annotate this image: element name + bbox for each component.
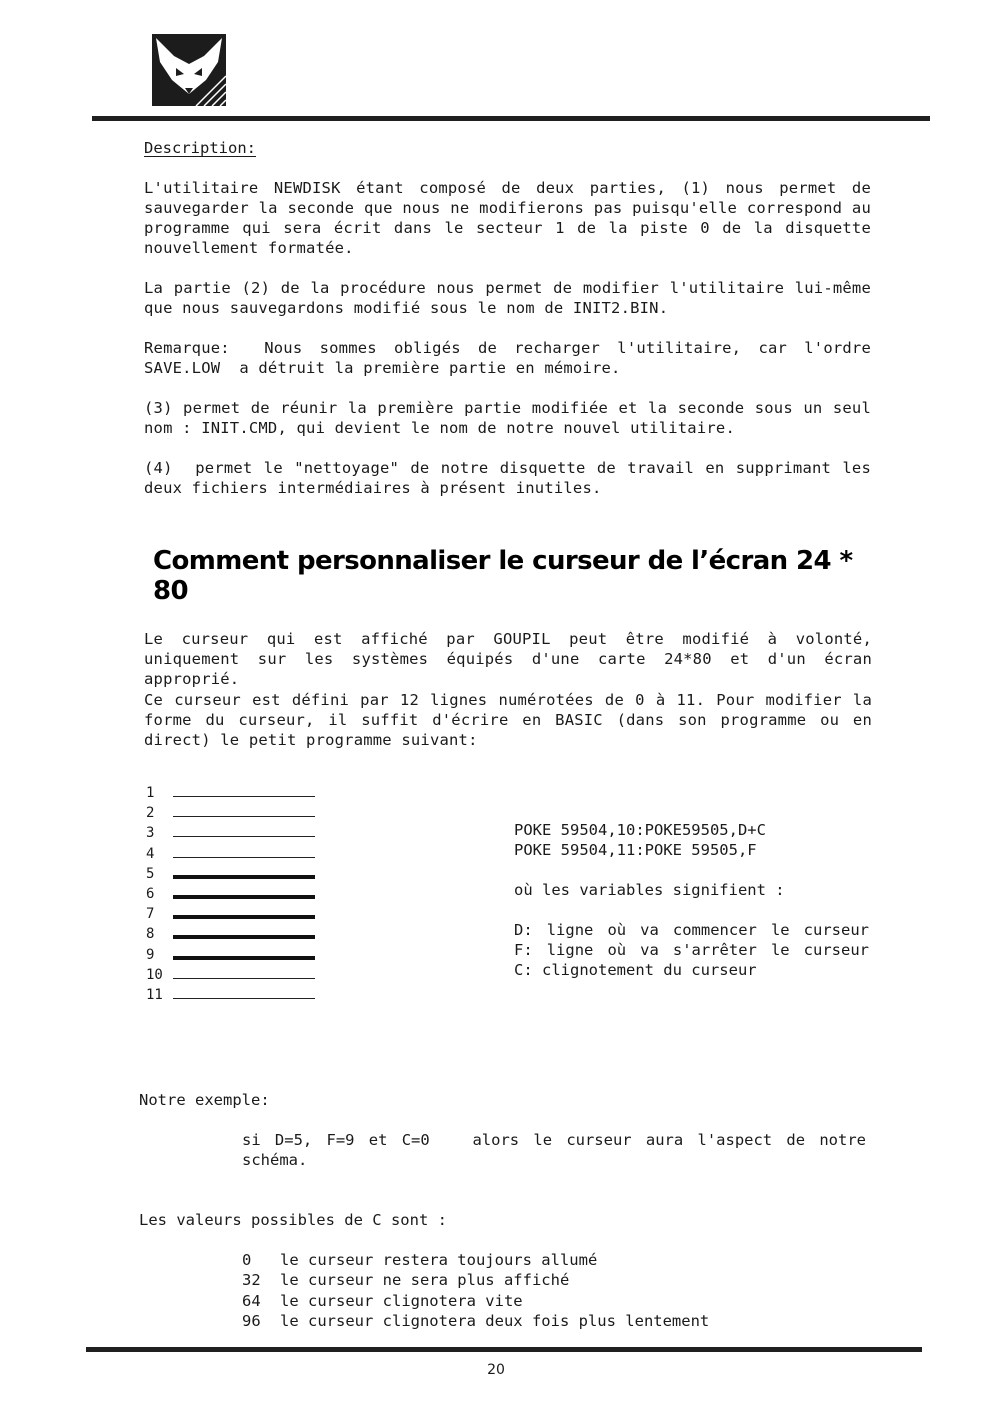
description-paragraph-4: (3) permet de réunir la première partie modifiée et la seconde sous un seul nom : INIT.CMD, qui devient le nom de notre nouvel utilitaire. (144, 399, 871, 437)
cursor-line-number: 1 (146, 785, 155, 801)
value-code: 32 (242, 1271, 261, 1290)
cursor-line-number: 7 (146, 906, 155, 923)
code-line-1: POKE 59504,10:POKE59505,D+C (514, 821, 766, 839)
description-paragraph-3: Remarque: Nous sommes obligés de recharger l'utilitaire, car l'ordre SAVE.LOW a détruit la première partie en mémoire. (144, 339, 881, 377)
example-text: si D=5, F=9 et C=0 alors le curseur aura l'aspect de notre schéma. (242, 1131, 876, 1169)
value-code: 0 (242, 1251, 252, 1269)
cursor-line-number: 3 (146, 825, 155, 842)
bottom-rule (86, 1347, 922, 1352)
top-rule (92, 116, 930, 121)
cursor-line-bar (173, 796, 315, 797)
value-text: le curseur clignotera deux fois plus lentement (280, 1312, 710, 1331)
description-paragraph-5: (4) permet le "nettoyage" de notre disquette de travail en supprimant les deux fichiers intermédiaires à présent inutiles. (144, 459, 881, 497)
cursor-line-bar (173, 978, 315, 979)
value-item (242, 1311, 709, 1331)
cursor-line-number: 4 (146, 845, 155, 862)
cursor-line-bar (173, 857, 315, 858)
value-item (242, 1270, 709, 1290)
cursor-line-bar-highlighted (173, 875, 315, 879)
value-text: le curseur clignotera vite (280, 1291, 523, 1310)
cursor-line-number: 8 (146, 926, 155, 943)
value-text: le curseur ne sera plus affiché (280, 1271, 570, 1290)
cursor-line-number: 9 (146, 946, 155, 963)
variable-item: D: ligne où va commencer le curseur (514, 921, 869, 939)
cursor-line-number: 10 (146, 966, 163, 983)
value-code: 96 (242, 1312, 261, 1331)
cursor-line-bar-highlighted (173, 915, 315, 919)
description-paragraph-1: L'utilitaire NEWDISK étant composé de deux parties, (1) nous permet de sauvegarder la seconde que nous ne modifierons pas puisqu'elle correspond au programme qui sera écrit dans le secteur 1 de la piste 0 de la disquette nouvellement formatée. (144, 179, 871, 257)
cursor-line-number: 2 (146, 805, 155, 822)
variable-item: F: ligne où va s'arrêter le curseur (514, 941, 869, 959)
cursor-line-bar (173, 816, 315, 817)
description-heading: Description: (144, 139, 256, 157)
cursor-line-number: 6 (146, 885, 155, 902)
cursor-line-bar (173, 998, 315, 999)
basic-code-block (514, 820, 766, 860)
cursor-line-bar-highlighted (173, 895, 315, 899)
intro-paragraph-2: Ce curseur est défini par 12 lignes numérotées de 0 à 11. Pour modifier la forme du curseur, il suffit d'écrire en BASIC (dans son programme ou en direct) le petit programme suivant: (144, 691, 872, 749)
value-text: le curseur restera toujours allumé (280, 1251, 598, 1269)
intro-paragraph-1: Le curseur qui est affiché par GOUPIL peut être modifié à volonté, uniquement sur les systèmes équipés d'une carte 24*80 et d'un écran approprié. (144, 630, 872, 688)
page-number: 20 (487, 1362, 505, 1378)
fox-logo (152, 34, 226, 106)
variable-item: C: clignotement du curseur (514, 961, 757, 979)
values-list (242, 1250, 709, 1332)
variables-intro: où les variables signifient : (514, 881, 785, 899)
code-line-2: POKE 59504,11:POKE 59505,F (514, 841, 757, 859)
values-label: Les valeurs possibles de C sont : (139, 1211, 447, 1229)
variables-list (514, 920, 869, 980)
example-label: Notre exemple: (139, 1091, 270, 1109)
cursor-line-number: 5 (146, 865, 155, 882)
cursor-line-bar (173, 836, 315, 837)
value-item (242, 1291, 709, 1311)
description-paragraph-2: La partie (2) de la procédure nous permet de modifier l'utilitaire lui-même que nous sauvegardons modifié sous le nom de INIT2.BIN. (144, 279, 871, 317)
cursor-line-bar-highlighted (173, 956, 315, 960)
cursor-line-number: 11 (146, 986, 163, 1003)
value-item (242, 1250, 709, 1270)
cursor-line-bar-highlighted (173, 935, 315, 939)
value-code: 64 (242, 1291, 261, 1310)
section-title: Comment personnaliser le curseur de l’écran 24 * 80 (153, 546, 853, 606)
